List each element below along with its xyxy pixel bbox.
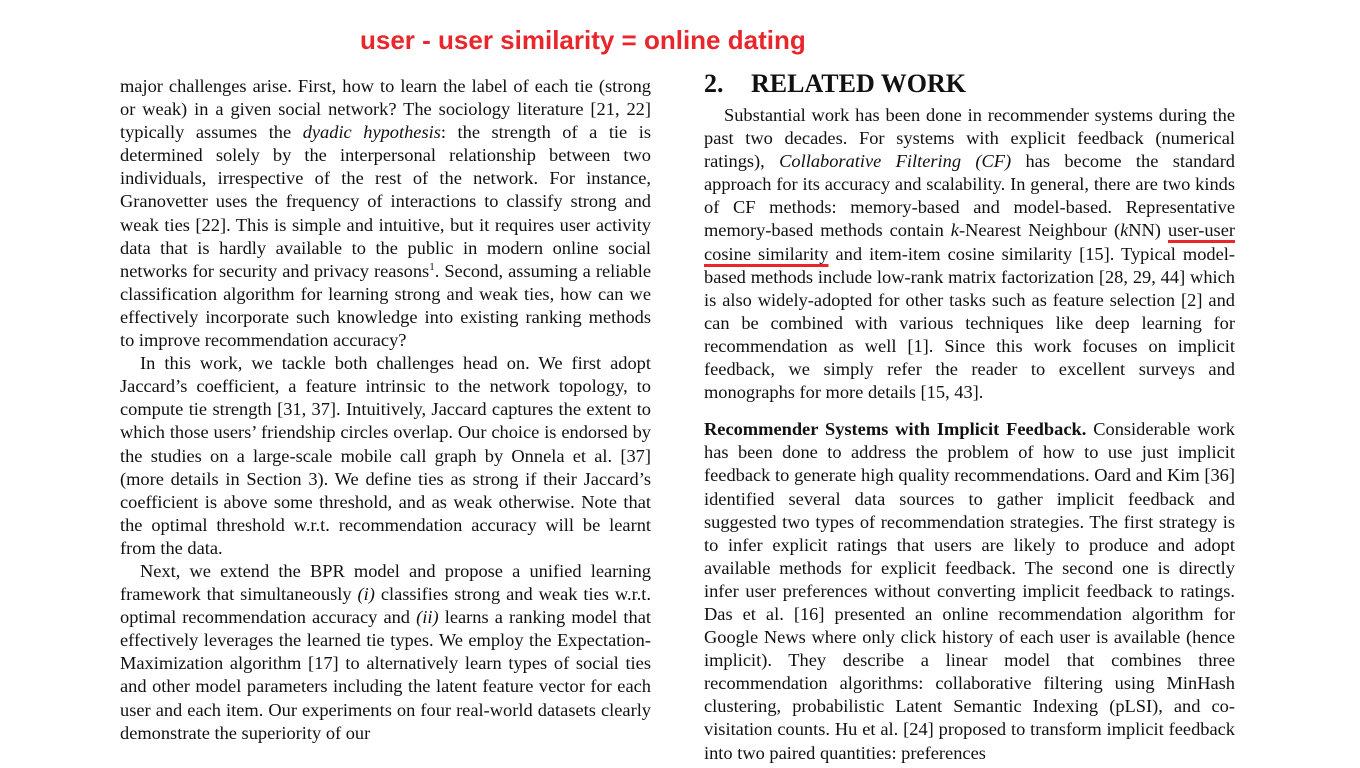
left-paragraph-2: In this work, we tackle both challenges head on. We first adopt Jaccard’s coefficient, a feature intrinsic to the network topology, to compute tie strength [31, 37]. Intuitively, Jaccard captures the extent to which those users’ friendship circles overlap. Our choice is endorsed by the studies on a large-scale mobile call graph by Onnela et al. [37] (more details in Section 3). We define ties as strong if their Jaccard’s coefficient is above some threshold, and as weak otherwise. Note that the optimal threshold w.r.t. recommendation accuracy will be learnt from the data. xyxy=(120,353,651,558)
footnote-marker: 1 xyxy=(429,260,435,273)
left-column xyxy=(120,75,651,745)
left-paragraph-3: Next, we extend the BPR model and propose a unified learning framework that simultaneously (i) classifies strong and weak ties w.r.t. optimal recommendation accuracy and (ii) learns a ranking model that effectively leverages the learned tie types. We employ the Expectation-Maximization algorithm [17] to alternatively learn types of social ties and other model parameters including the latent feature vector for each user and each item. Our experiments on four real-world datasets clearly demonstrate the superiority of our xyxy=(120,560,652,743)
collaborative-filtering-term: Collaborative Filtering (CF) xyxy=(779,151,1012,172)
section-heading xyxy=(704,68,966,100)
right-paragraph-2: Recommender Systems with Implicit Feedback. Considerable work has been done to address the problem of how to use just implicit feedback to generate high quality recommendations. Oard and Kim [36] identified several data sources to gather implicit feedback and suggested two types of recommendation strategies. The first strategy is to infer explicit ratings that users are likely to produce and adopt available methods for explicit feedback. The second one is directly infer user preferences without converting implicit feedback to ratings. Das et al. [16] presented an online recommendation algorithm for Google News where only click history of each user is available (hence implicit). They describe a linear model that combines three recommendation algorithms: collaborative filtering using MinHash clustering, probabilistic Latent Semantic Indexing (pLSI), and co-visitation counts. Hu et al. [24] proposed to transform implicit feedback into two paired quantities: preferences xyxy=(704,419,1235,763)
red-underlined-phrase: user-user cosine similarity xyxy=(704,220,1236,264)
right-paragraph-1: Substantial work has been done in recommender systems during the past two decades. For systems with explicit feedback (numerical ratings), Collaborative Filtering (CF) has become the standard approach for its accuracy and scalability. In general, there are two kinds of CF methods: memory-based and model-based. Representative memory-based methods contain k-Nearest Neighbour (kNN) user-user cosine similarity and item-item cosine similarity [15]. Typical model-based methods include low-rank matrix factorization [28, 29, 44] which is also widely-adopted for other tasks such as feature selection [2] and can be combined with various techniques like deep learning for recommendation as well [1]. Since this work focuses on implicit feedback, we simply refer the reader to excellent surveys and monographs for more details [15, 43]. xyxy=(704,105,1236,403)
implicit-feedback-subheading: Recommender Systems with Implicit Feedback. xyxy=(704,419,1087,440)
right-column xyxy=(704,104,1235,765)
left-paragraph-1: major challenges arise. First, how to learn the label of each tie (strong or weak) in a given social network? The sociology literature [21, 22] typically assumes the dyadic hypothesis: the strength of a tie is determined solely by the interpersonal relationship between two individuals, irrespective of the rest of the network. For instance, Granovetter uses the frequency of interactions to classify strong and weak ties [22]. This is simple and intuitive, but it requires user activity data that is hardly available to the public in modern online social networks for security and privacy reasons$^1$. Second, assuming a reliable classification algorithm for learning strong and weak ties, how can we effectively incorporate such knowledge into existing ranking methods to improve recommendation accuracy? xyxy=(120,76,652,351)
section-number: 2. xyxy=(704,69,724,98)
red-annotation-title: user - user similarity = online dating xyxy=(360,25,806,55)
section-title: RELATED WORK xyxy=(751,69,967,98)
dyadic-hypothesis-term: dyadic hypothesis xyxy=(302,122,441,143)
